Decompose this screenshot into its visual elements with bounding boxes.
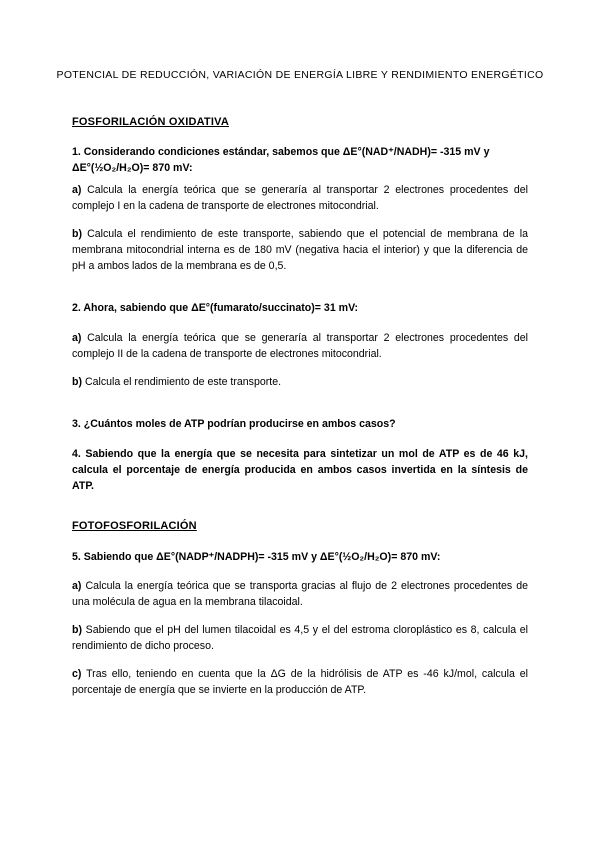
question-2b-text: Calcula el rendimiento de este transporte. (84, 376, 282, 388)
question-1b-label: b) (72, 228, 82, 240)
document-header: POTENCIAL DE REDUCCIÓN, VARIACIÓN DE ENERGÍA LIBRE Y RENDIMIENTO ENERGÉTICO (56, 69, 544, 81)
question-2b (72, 374, 528, 390)
question-1a (72, 182, 528, 214)
question-2a-label: a) (72, 332, 82, 344)
question-5b (72, 622, 528, 654)
question-4: 4. Sabiendo que la energía que se necesita para sintetizar un mol de ATP es de 46 kJ, calcula el porcentaje de energía producida en ambos casos invertida en la síntesis de ATP. (72, 448, 528, 492)
question-1 (72, 144, 528, 176)
question-1b (72, 226, 528, 274)
question-1a-text: Calcula la energía teórica que se generaría al transportar 2 electrones procedentes del complejo I en la cadena de transporte de electrones mitocondrial. (72, 184, 528, 212)
question-1-line2: ΔE°(½O₂/H₂O)= 870 mV: (72, 162, 193, 174)
question-5a-label: a) (72, 580, 82, 592)
question-5b-label: b) (72, 624, 82, 636)
question-5c-text: Tras ello, teniendo en cuenta que la ΔG de la hidrólisis de ATP es -46 kJ/mol, calcula el porcentaje de energía que se invierte en la producción de ATP. (72, 668, 528, 696)
question-3: 3. ¿Cuántos moles de ATP podrían producirse en ambos casos? (72, 418, 396, 430)
question-5: 5. Sabiendo que ΔE°(NADP⁺/NADPH)= -315 mV y ΔE°(½O₂/H₂O)= 870 mV: (72, 551, 441, 563)
question-5c-label: c) (72, 668, 82, 680)
section-title-oxidative: FOSFORILACIÓN OXIDATIVA (72, 116, 229, 128)
question-2a (72, 330, 528, 362)
question-5a (72, 578, 528, 610)
question-1b-text: Calcula el rendimiento de este transporte, sabiendo que el potencial de membrana de la membrana mitocondrial interna es de 180 mV (negativa hacia el interior) y que la diferencia de pH a ambos lados de la membrana es de 0,5. (72, 228, 528, 272)
question-2: 2. Ahora, sabiendo que ΔE°(fumarato/succinato)= 31 mV: (72, 302, 359, 314)
question-5c (72, 666, 528, 698)
question-2a-text: Calcula la energía teórica que se generaría al transportar 2 electrones procedentes del complejo II de la cadena de transporte de electrones mitocondrial. (72, 332, 528, 360)
question-2b-label: b) (72, 376, 82, 388)
section-title-photophosphorylation: FOTOFOSFORILACIÓN (72, 520, 197, 532)
question-1a-label: a) (72, 184, 82, 196)
question-5a-text: Calcula la energía teórica que se transporta gracias al flujo de 2 electrones procedentes de una molécula de agua en la membrana tilacoidal. (72, 580, 528, 608)
question-1-line1: 1. Considerando condiciones estándar, sabemos que ΔE°(NAD⁺/NADH)= -315 mV y (72, 146, 490, 158)
question-5b-text: Sabiendo que el pH del lumen tilacoidal es 4,5 y el del estroma cloroplástico es 8, calcula el rendimiento de dicho proceso. (72, 624, 528, 652)
